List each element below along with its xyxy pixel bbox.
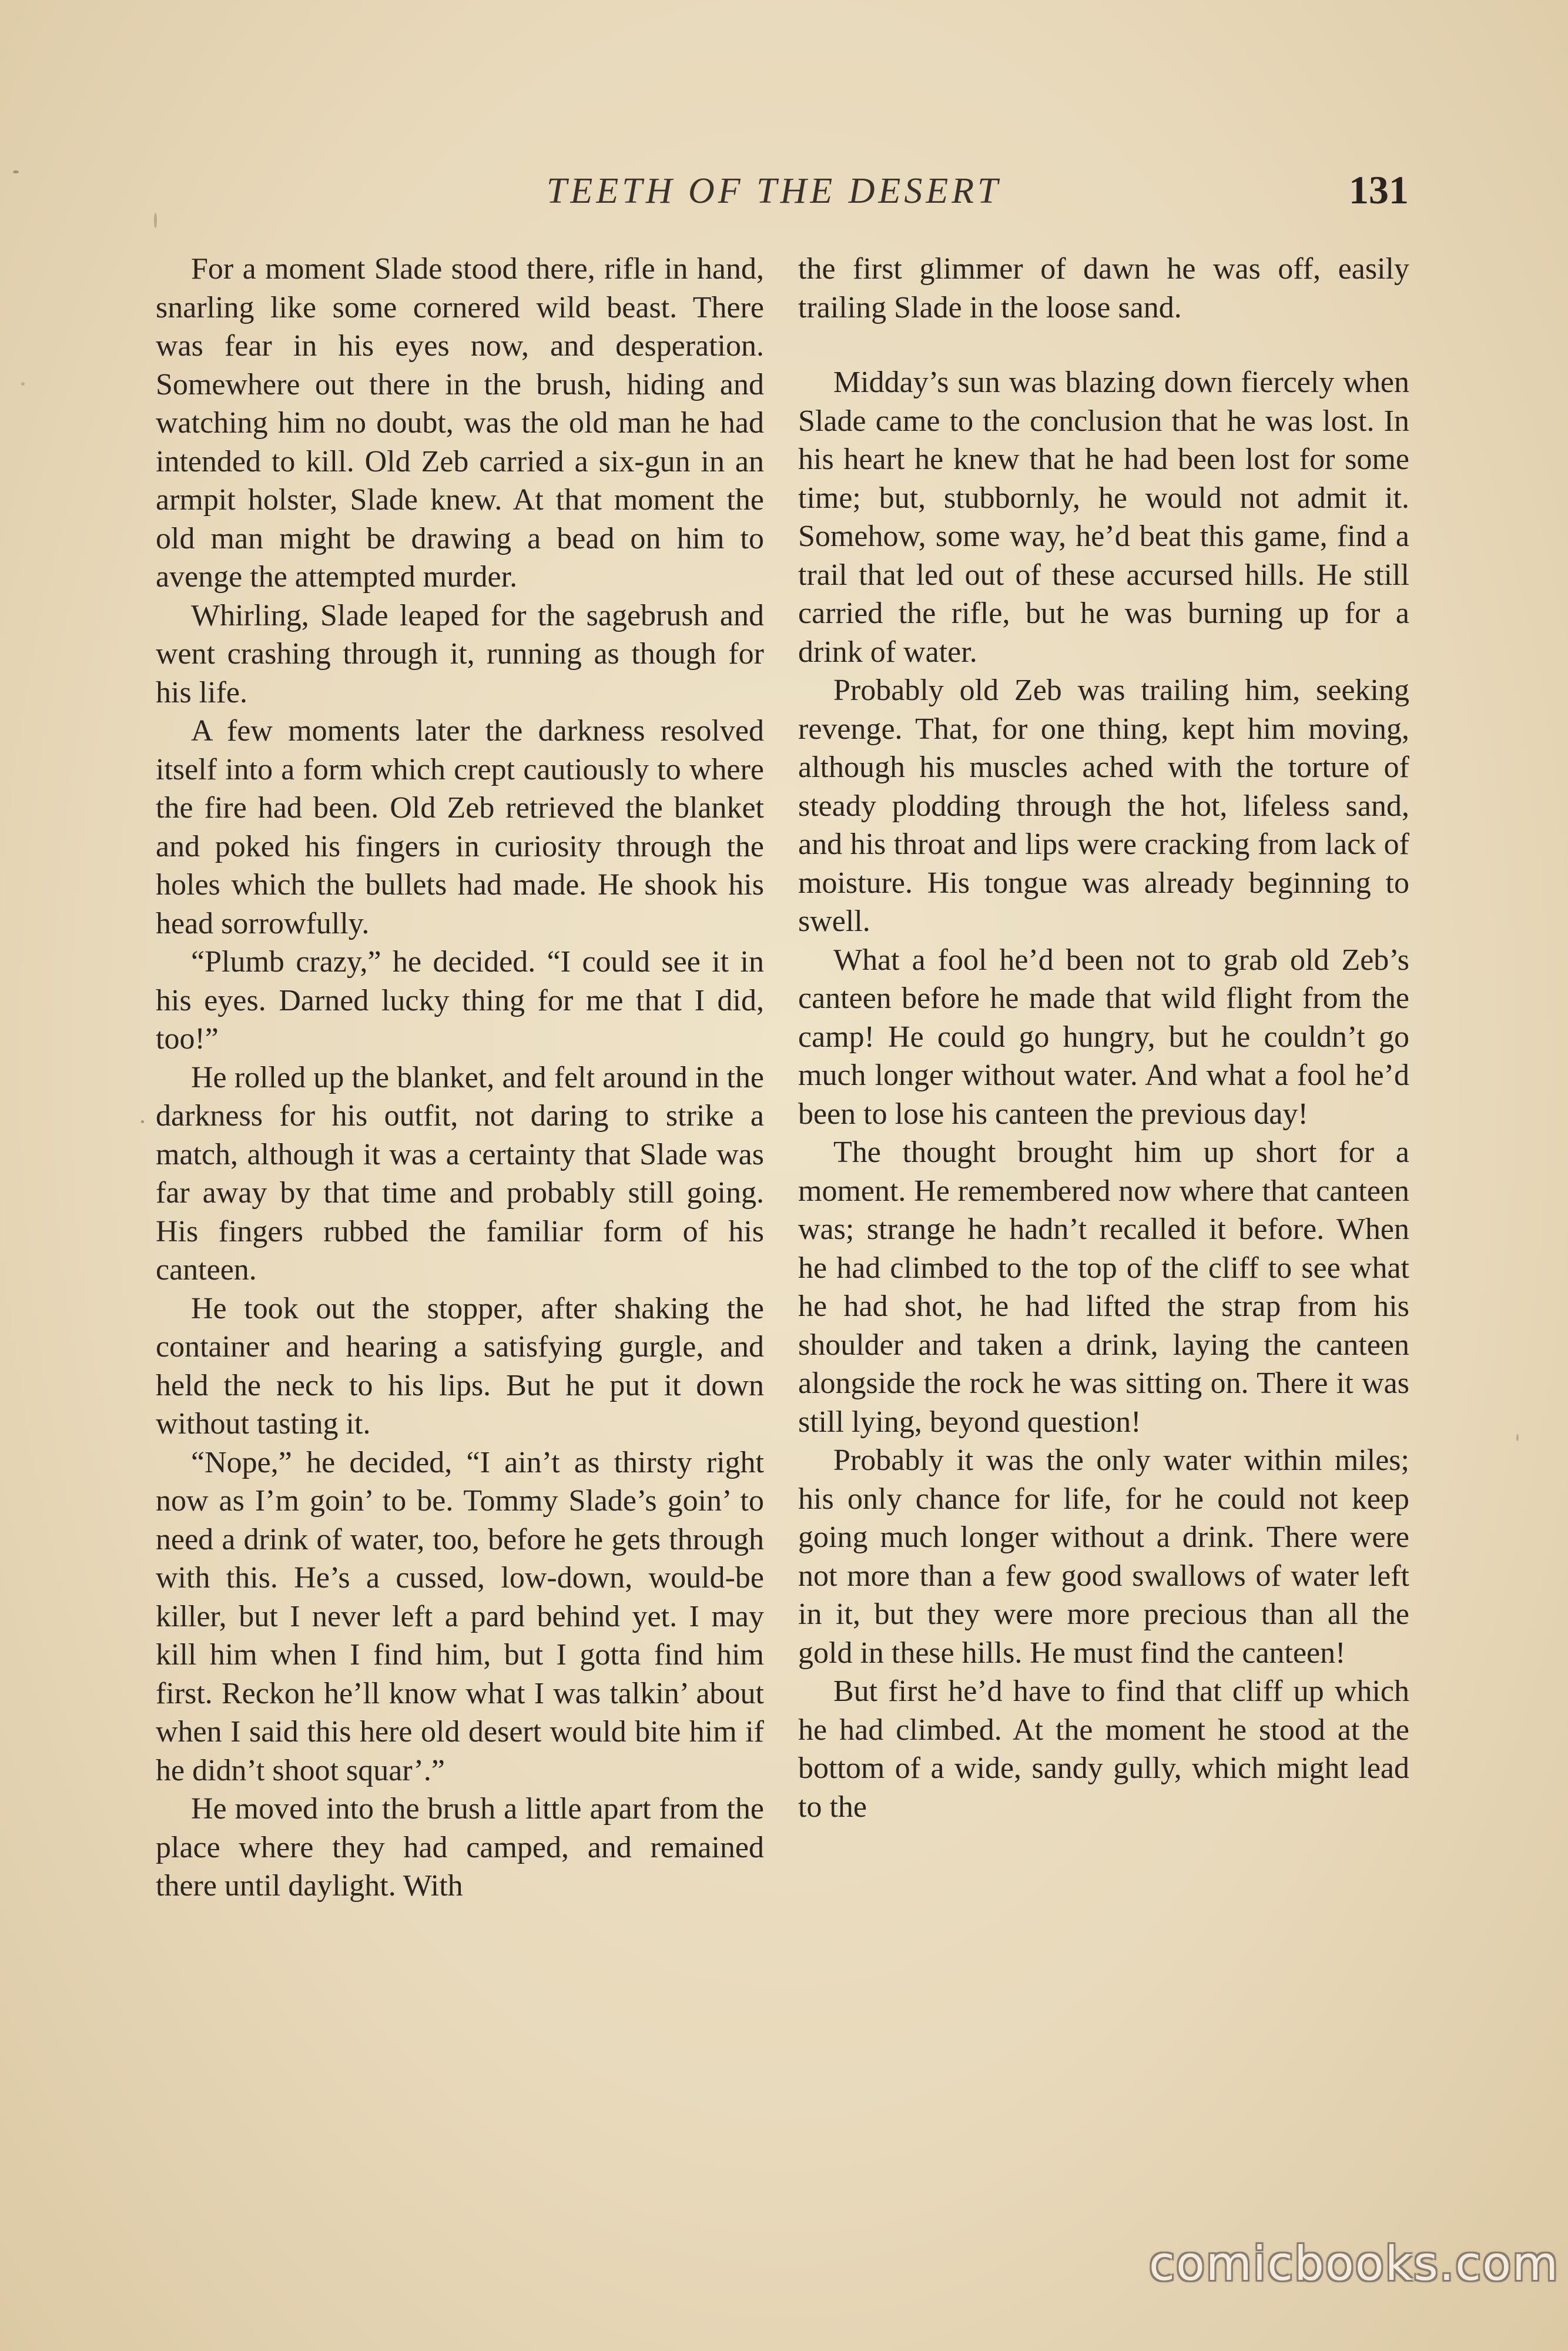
paragraph: But first he’d have to find that cliff up which he had climbed. At the moment he stood at the bottom of a wide, sandy gully, which might lead to the [798, 1674, 1409, 1824]
paragraph: He took out the stopper, after shaking the container and hearing a satisfying gurgle, and held the neck to his lips. But he put it down without tasting it. [156, 1291, 764, 1441]
site-watermark: comicbooks.com [1149, 2236, 1560, 2291]
paragraph: The thought brought him up short for a moment. He remembered now where that canteen was; strange he hadn’t recalled it before. When he had climbed to the top of the cliff to see what he had shot, he had lifted the strap from his shoulder and taken a drink, laying the canteen alongside the rock he was sitting on. There it was still lying, beyond question! [798, 1136, 1409, 1439]
paragraph: Midday’s sun was blazing down fiercely when Slade came to the conclusion that he was lost. In his heart he knew that he had been lost for some time; but, stubbornly, he would not admit it. Somehow, some way, he’d beat this game, find a trail that led out of these accursed hills. He still carried the rifle, but he was burning up for a drink of water. [798, 366, 1409, 669]
paragraph: He rolled up the blanket, and felt around in the darkness for his outfit, not daring to strike a match, although it was a certainty that Slade was far away by that time and probably still going. His fingers rubbed the familiar form of his canteen. [156, 1060, 764, 1287]
paper-speck [141, 1120, 144, 1123]
paragraph: A few moments later the darkness resolved itself into a form which crept cautiously to where the fire had been. Old Zeb retrieved the blanket and poked his fingers in curiosity through the holes which the bullets had made. He shook his head sorrowfully. [156, 714, 764, 940]
paragraph: the first glimmer of dawn he was off, easily trailing Slade in the loose sand. [798, 252, 1409, 324]
paragraph: Probably it was the only water within miles; his only chance for life, for he could not keep going much longer without a drink. There were not more than a few good swallows of water left in it, but they were more precious than all the gold in these hills. He must find the canteen! [798, 1444, 1409, 1670]
right-column [798, 250, 1409, 1826]
paper-speck [21, 382, 25, 386]
paragraph: He moved into the brush a little apart from the place where they had camped, and remained there until daylight. With [156, 1792, 764, 1903]
page-header [0, 170, 1568, 235]
paragraph: “Plumb crazy,” he decided. “I could see it in his eyes. Darned lucky thing for me that I did, too!” [156, 945, 764, 1056]
paragraph: Whirling, Slade leaped for the sagebrush and went crashing through it, running as though for his life. [156, 598, 764, 709]
paragraph: For a moment Slade stood there, rifle in hand, snarling like some cornered wild beast. There was fear in his eyes now, and desperation. Somewhere out there in the brush, hiding and watching him no doubt, was the old man he had intended to kill. Old Zeb carried a six-gun in an armpit holster, Slade knew. At that moment the old man might be drawing a bead on him to avenge the attempted murder. [156, 252, 764, 594]
running-head: TEETH OF THE DESERT [547, 171, 1001, 211]
paper-speck [1516, 1434, 1519, 1441]
page-number: 131 [1349, 168, 1409, 212]
paragraph: “Nope,” he decided, “I ain’t as thirsty right now as I’m goin’ to be. Tommy Slade’s goin’ to need a drink of water, too, before he gets through with this. He’s a cussed, low-down, would-be killer, but I never left a pard behind yet. I may kill him when I find him, but I gotta find him first. Reckon he’ll know what I was talkin’ about when I said this here old desert would bite him if he didn’t shoot squar’.” [156, 1445, 764, 1787]
left-column [156, 250, 764, 1905]
paragraph: What a fool he’d been not to grab old Zeb’s canteen before he made that wild flight from the camp! He could go hungry, but he couldn’t go much longer without water. And what a fool he’d been to lose his canteen the previous day! [798, 943, 1409, 1131]
paragraph: Probably old Zeb was trailing him, seeking revenge. That, for one thing, kept him moving, although his muscles ached with the torture of steady plodding through the hot, lifeless sand, and his throat and lips were cracking from lack of moisture. His tongue was already beginning to swell. [798, 674, 1409, 938]
